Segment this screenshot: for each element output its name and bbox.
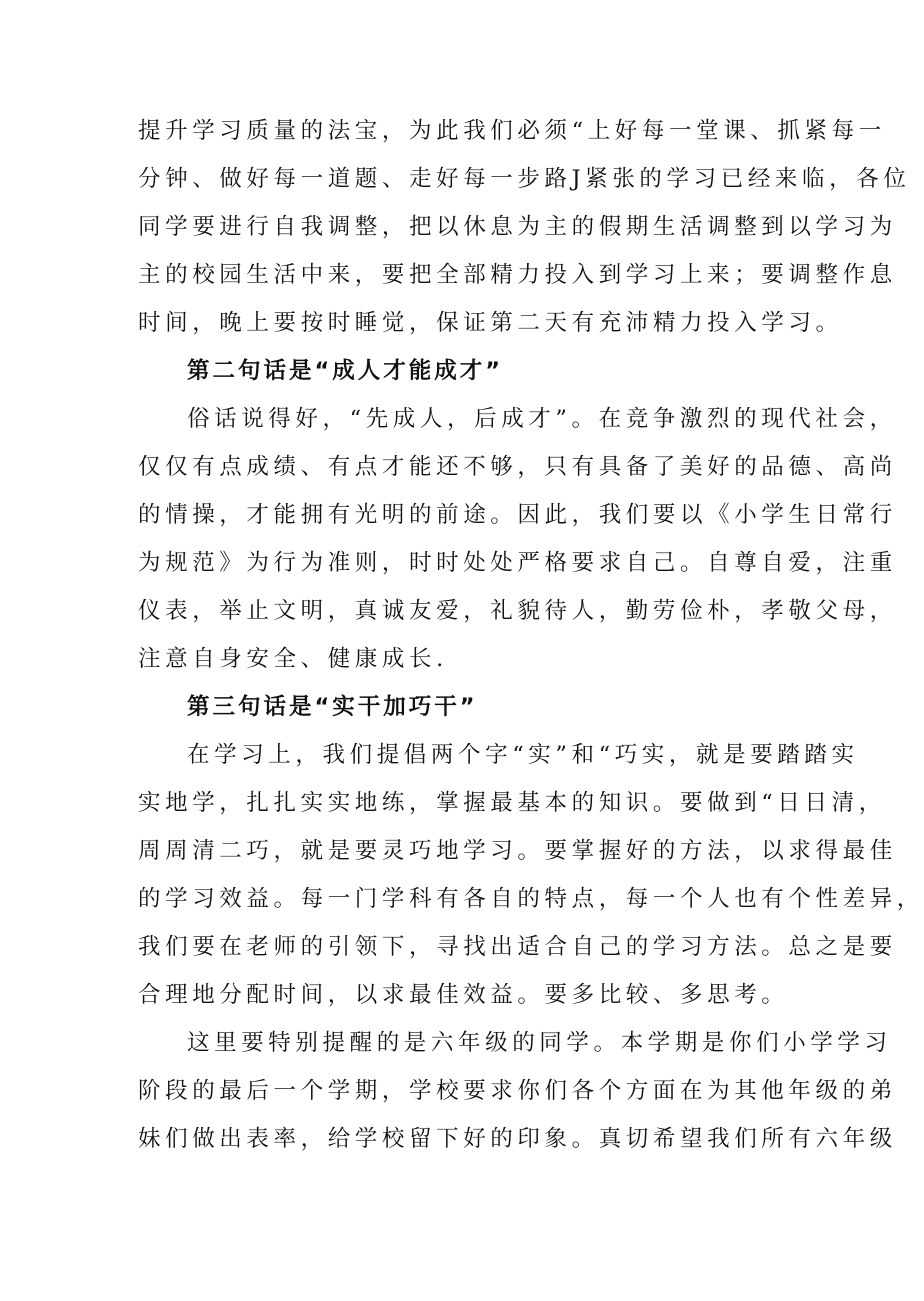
paragraph-first-line: 在学习上，我们提倡两个字“实”和“巧实，就是要踏踏实 xyxy=(187,742,859,768)
body-line: 分钟、做好每一道题、走好每一步路J紧张的学习已经来临，各位 xyxy=(138,166,911,192)
body-line: 周周清二巧，就是要灵巧地学习。要掌握好的方法，以求得最佳 xyxy=(138,838,897,864)
body-line: 阶段的最后一个学期，学校要求你们各个方面在为其他年级的弟 xyxy=(138,1078,897,1104)
body-line: 同学要进行自我调整，把以休息为主的假期生活调整到以学习为 xyxy=(138,214,897,240)
body-line: 合理地分配时间，以求最佳效益。要多比较、多思考。 xyxy=(138,982,789,1008)
body-line: 主的校园生活中来，要把全部精力投入到学习上来；要调整作息 xyxy=(138,262,897,288)
body-line: 仪表，举止文明，真诚友爱，礼貌待人，勤劳俭朴，孝敬父母， xyxy=(138,598,897,624)
body-line: 妹们做出表率，给学校留下好的印象。真切希望我们所有六年级 xyxy=(138,1126,897,1152)
paragraph-first-line: 这里要特别提醒的是六年级的同学。本学期是你们小学学习 xyxy=(187,1030,892,1056)
body-line: 的情操，才能拥有光明的前途。因此，我们要以《小学生日常行 xyxy=(138,502,897,528)
body-line: 时间，晚上要按时睡觉，保证第二天有充沛精力投入学习。 xyxy=(138,310,843,336)
body-line: 实地学，扎扎实实地练，掌握最基本的知识。要做到“日日清， xyxy=(138,790,886,816)
body-line: 的学习效益。每一门学科有各自的特点，每一个人也有个性差异， xyxy=(138,886,924,912)
body-line: 为规范》为行为准则，时时处处严格要求自己。自尊自爱，注重 xyxy=(138,550,897,576)
paragraph-first-line: 俗话说得好，“先成人，后成才”。在竞争激烈的现代社会， xyxy=(187,406,897,432)
section-heading: 第三句话是“实干加巧干” xyxy=(187,694,478,720)
body-line: 我们要在老师的引领下，寻找出适合自己的学习方法。总之是要 xyxy=(138,934,897,960)
body-line: 注意自身安全、健康成长. xyxy=(138,646,448,672)
section-heading: 第二句话是“成人才能成才” xyxy=(187,358,504,384)
document-body xyxy=(138,107,924,1163)
body-line: 提升学习质量的法宝，为此我们必须“上好每一堂课、抓紧每一 xyxy=(138,118,886,144)
body-line: 仅仅有点成绩、有点才能还不够，只有具备了美好的品德、高尚 xyxy=(138,454,897,480)
